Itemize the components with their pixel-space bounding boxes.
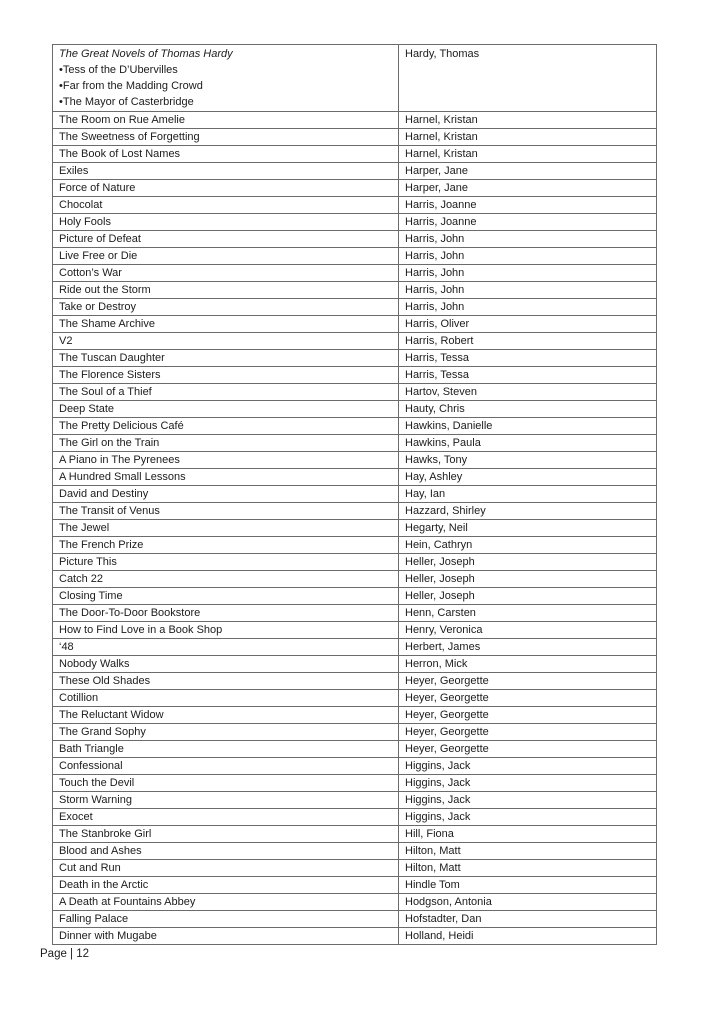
title-cell: Death in the Arctic xyxy=(53,877,399,894)
author-cell: Harris, Tessa xyxy=(399,367,657,384)
table-row xyxy=(53,605,657,622)
title-cell: Catch 22 xyxy=(53,571,399,588)
author-cell: Heyer, Georgette xyxy=(399,724,657,741)
author-cell: Hein, Cathryn xyxy=(399,537,657,554)
title-cell: Picture of Defeat xyxy=(53,231,399,248)
table-row xyxy=(53,299,657,316)
table-row xyxy=(53,673,657,690)
title-cell: The Grand Sophy xyxy=(53,724,399,741)
table-row xyxy=(53,350,657,367)
author-cell: Harris, John xyxy=(399,265,657,282)
title-cell: Cotillion xyxy=(53,690,399,707)
bullet-item: • Far from the Madding Crowd xyxy=(59,78,394,94)
author-cell: Harper, Jane xyxy=(399,180,657,197)
title-cell: The Florence Sisters xyxy=(53,367,399,384)
title-cell: The Reluctant Widow xyxy=(53,707,399,724)
title-cell: The Door-To-Door Bookstore xyxy=(53,605,399,622)
table-row xyxy=(53,571,657,588)
table-row xyxy=(53,214,657,231)
author-cell: Harris, Joanne xyxy=(399,197,657,214)
table-row xyxy=(53,146,657,163)
table-row xyxy=(53,588,657,605)
table-row xyxy=(53,180,657,197)
table-row xyxy=(53,809,657,826)
table-row xyxy=(53,503,657,520)
author-cell: Heyer, Georgette xyxy=(399,741,657,758)
title-cell: Touch the Devil xyxy=(53,775,399,792)
author-cell: Holland, Heidi xyxy=(399,928,657,945)
author-cell: Hartov, Steven xyxy=(399,384,657,401)
table-row xyxy=(53,877,657,894)
title-cell: The Stanbroke Girl xyxy=(53,826,399,843)
table-row xyxy=(53,843,657,860)
author-cell: Harnel, Kristan xyxy=(399,146,657,163)
title-cell: The Room on Rue Amelie xyxy=(53,112,399,129)
table-row xyxy=(53,724,657,741)
title-cell: The Shame Archive xyxy=(53,316,399,333)
table-row xyxy=(53,282,657,299)
author-cell: Hofstadter, Dan xyxy=(399,911,657,928)
table-row xyxy=(53,639,657,656)
author-cell: Heyer, Georgette xyxy=(399,690,657,707)
title-cell: Falling Palace xyxy=(53,911,399,928)
author-cell: Harris, Robert xyxy=(399,333,657,350)
title-cell: Ride out the Storm xyxy=(53,282,399,299)
table-row xyxy=(53,894,657,911)
table-row xyxy=(53,452,657,469)
author-cell: Harris, Joanne xyxy=(399,214,657,231)
table-row xyxy=(53,554,657,571)
author-cell: Hardy, Thomas xyxy=(399,45,657,112)
table-row xyxy=(53,911,657,928)
title-cell xyxy=(53,45,399,112)
author-cell: Hodgson, Antonia xyxy=(399,894,657,911)
title-cell: The Soul of a Thief xyxy=(53,384,399,401)
table-row xyxy=(53,537,657,554)
author-cell: Harris, John xyxy=(399,299,657,316)
title-cell: Force of Nature xyxy=(53,180,399,197)
author-cell: Hawkins, Danielle xyxy=(399,418,657,435)
table-row xyxy=(53,316,657,333)
author-cell: Harris, Tessa xyxy=(399,350,657,367)
title-cell: Closing Time xyxy=(53,588,399,605)
title-cell: Exiles xyxy=(53,163,399,180)
table-row xyxy=(53,112,657,129)
author-cell: Hazzard, Shirley xyxy=(399,503,657,520)
table-row xyxy=(53,231,657,248)
table-row xyxy=(53,197,657,214)
title-cell: Storm Warning xyxy=(53,792,399,809)
title-cell: Bath Triangle xyxy=(53,741,399,758)
table-row xyxy=(53,265,657,282)
author-cell: Higgins, Jack xyxy=(399,758,657,775)
title-cell: ‘48 xyxy=(53,639,399,656)
table-row xyxy=(53,758,657,775)
table-row xyxy=(53,129,657,146)
author-cell: Harris, John xyxy=(399,248,657,265)
title-cell: Deep State xyxy=(53,401,399,418)
table-row xyxy=(53,469,657,486)
series-title: The Great Novels of Thomas Hardy xyxy=(59,48,233,60)
author-cell: Higgins, Jack xyxy=(399,792,657,809)
table-row xyxy=(53,741,657,758)
title-cell: These Old Shades xyxy=(53,673,399,690)
title-cell: Nobody Walks xyxy=(53,656,399,673)
author-cell: Hill, Fiona xyxy=(399,826,657,843)
author-cell: Heller, Joseph xyxy=(399,554,657,571)
author-cell: Henn, Carsten xyxy=(399,605,657,622)
table-row xyxy=(53,333,657,350)
author-cell: Heyer, Georgette xyxy=(399,673,657,690)
author-cell: Heller, Joseph xyxy=(399,571,657,588)
author-cell: Higgins, Jack xyxy=(399,809,657,826)
title-cell: Live Free or Die xyxy=(53,248,399,265)
title-cell: Holy Fools xyxy=(53,214,399,231)
title-cell: The Jewel xyxy=(53,520,399,537)
title-cell: Cut and Run xyxy=(53,860,399,877)
table-row xyxy=(53,775,657,792)
author-cell: Hindle Tom xyxy=(399,877,657,894)
table-row xyxy=(53,690,657,707)
table-row xyxy=(53,45,657,112)
table-row xyxy=(53,486,657,503)
bullet-item: • The Mayor of Casterbridge xyxy=(59,94,394,110)
table-row xyxy=(53,707,657,724)
title-cell: The Tuscan Daughter xyxy=(53,350,399,367)
author-cell: Harper, Jane xyxy=(399,163,657,180)
title-cell: How to Find Love in a Book Shop xyxy=(53,622,399,639)
book-author-table xyxy=(52,44,657,945)
table-row xyxy=(53,418,657,435)
author-cell: Harris, John xyxy=(399,282,657,299)
title-cell: V2 xyxy=(53,333,399,350)
bullet-item: • Tess of the D’Ubervilles xyxy=(59,62,394,78)
table-row xyxy=(53,622,657,639)
title-cell: The Transit of Venus xyxy=(53,503,399,520)
title-cell: The French Prize xyxy=(53,537,399,554)
title-cell: A Hundred Small Lessons xyxy=(53,469,399,486)
table-row xyxy=(53,401,657,418)
author-cell: Harris, Oliver xyxy=(399,316,657,333)
author-cell: Hegarty, Neil xyxy=(399,520,657,537)
author-cell: Heller, Joseph xyxy=(399,588,657,605)
title-cell: Dinner with Mugabe xyxy=(53,928,399,945)
author-cell: Higgins, Jack xyxy=(399,775,657,792)
author-cell: Hilton, Matt xyxy=(399,860,657,877)
author-cell: Hawks, Tony xyxy=(399,452,657,469)
table-row xyxy=(53,367,657,384)
title-cell: Confessional xyxy=(53,758,399,775)
author-cell: Hauty, Chris xyxy=(399,401,657,418)
table-row xyxy=(53,163,657,180)
title-cell: The Girl on the Train xyxy=(53,435,399,452)
title-cell: The Sweetness of Forgetting xyxy=(53,129,399,146)
title-cell: Blood and Ashes xyxy=(53,843,399,860)
author-cell: Harnel, Kristan xyxy=(399,129,657,146)
author-cell: Hawkins, Paula xyxy=(399,435,657,452)
author-cell: Hilton, Matt xyxy=(399,843,657,860)
table-row xyxy=(53,928,657,945)
table-row xyxy=(53,656,657,673)
table-row xyxy=(53,248,657,265)
author-cell: Harris, John xyxy=(399,231,657,248)
table-row xyxy=(53,435,657,452)
author-cell: Hay, Ian xyxy=(399,486,657,503)
title-cell: Exocet xyxy=(53,809,399,826)
author-cell: Heyer, Georgette xyxy=(399,707,657,724)
author-cell: Harnel, Kristan xyxy=(399,112,657,129)
table-row xyxy=(53,792,657,809)
table-row xyxy=(53,384,657,401)
title-cell: A Piano in The Pyrenees xyxy=(53,452,399,469)
author-cell: Henry, Veronica xyxy=(399,622,657,639)
title-cell: Picture This xyxy=(53,554,399,571)
title-cell: Take or Destroy xyxy=(53,299,399,316)
author-cell: Herbert, James xyxy=(399,639,657,656)
title-cell: Chocolat xyxy=(53,197,399,214)
title-cell: The Pretty Delicious Café xyxy=(53,418,399,435)
author-cell: Herron, Mick xyxy=(399,656,657,673)
page-number: Page | 12 xyxy=(40,948,90,960)
table-row xyxy=(53,520,657,537)
author-cell: Hay, Ashley xyxy=(399,469,657,486)
title-cell: Cotton’s War xyxy=(53,265,399,282)
title-cell: David and Destiny xyxy=(53,486,399,503)
title-cell: The Book of Lost Names xyxy=(53,146,399,163)
table-row xyxy=(53,860,657,877)
title-cell: A Death at Fountains Abbey xyxy=(53,894,399,911)
table-row xyxy=(53,826,657,843)
